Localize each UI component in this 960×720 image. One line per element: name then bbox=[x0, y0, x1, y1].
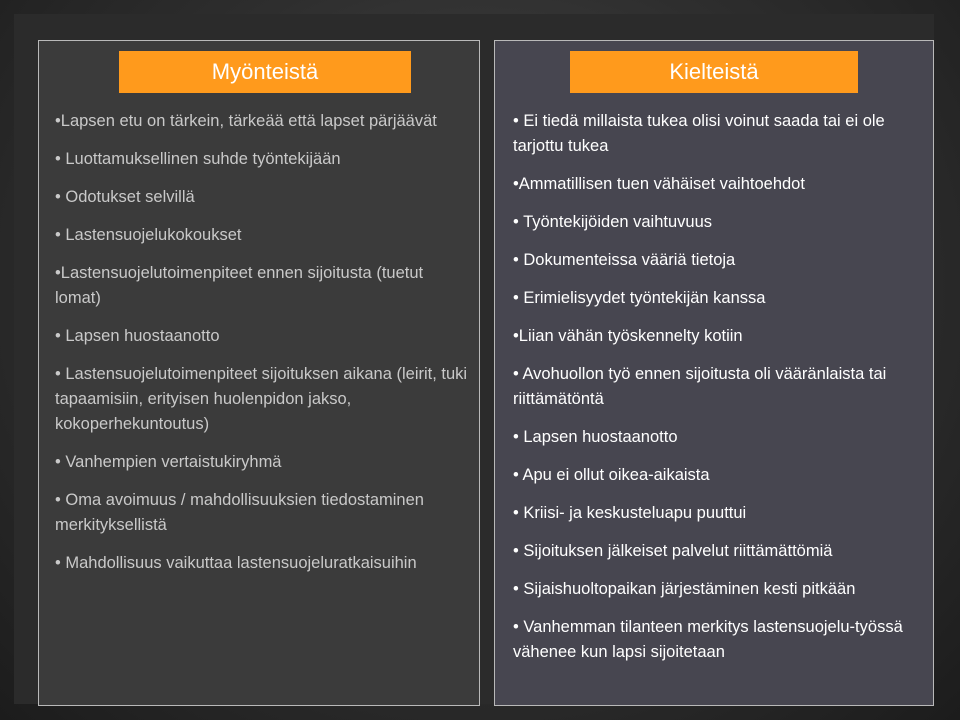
negative-item: •Liian vähän työskennelty kotiin bbox=[513, 327, 743, 345]
positive-item: • Lastensuojelutoimenpiteet sijoituksen aikana (leirit, tuki tapaamisiin, erityisen huolenpidon jakso, kokoperhekuntoutus) bbox=[55, 365, 468, 433]
positive-item: • Mahdollisuus vaikuttaa lastensuojeluratkaisuihin bbox=[55, 554, 417, 572]
negative-item: • Dokumenteissa vääriä tietoja bbox=[513, 251, 736, 269]
positive-list bbox=[55, 109, 469, 576]
negative-item: • Sijaishuoltopaikan järjestäminen kesti pitkään bbox=[513, 580, 856, 598]
slide bbox=[14, 14, 934, 704]
negative-title: Kielteistä bbox=[570, 51, 858, 93]
negative-item: • Lapsen huostaanotto bbox=[513, 428, 678, 446]
negative-item: •Ammatillisen tuen vähäiset vaihtoehdot bbox=[513, 175, 805, 193]
negative-item: • Työntekijöiden vaihtuvuus bbox=[513, 213, 713, 231]
positive-item: • Odotukset selvillä bbox=[55, 188, 195, 206]
positive-item: • Oma avoimuus / mahdollisuuksien tiedostaminen merkityksellistä bbox=[55, 491, 424, 534]
negative-list bbox=[513, 109, 929, 665]
negative-item: • Avohuollon työ ennen sijoitusta oli vääränlaista tai riittämätöntä bbox=[513, 365, 887, 408]
positive-item: •Lastensuojelutoimenpiteet ennen sijoitusta (tuetut lomat) bbox=[55, 264, 424, 307]
positive-panel bbox=[38, 40, 480, 706]
negative-item: • Kriisi- ja keskusteluapu puuttui bbox=[513, 504, 747, 522]
positive-item: • Lastensuojelukokoukset bbox=[55, 226, 242, 244]
negative-panel bbox=[494, 40, 934, 706]
negative-item: • Ei tiedä millaista tukea olisi voinut saada tai ei ole tarjottu tukea bbox=[513, 112, 885, 155]
negative-item: • Erimielisyydet työntekijän kanssa bbox=[513, 289, 766, 307]
positive-item: • Lapsen huostaanotto bbox=[55, 327, 220, 345]
positive-item: • Vanhempien vertaistukiryhmä bbox=[55, 453, 282, 471]
positive-title: Myönteistä bbox=[119, 51, 411, 93]
negative-item: • Vanhemman tilanteen merkitys lastensuojelu-työssä vähenee kun lapsi sijoitetaan bbox=[513, 618, 903, 661]
negative-item: • Apu ei ollut oikea-aikaista bbox=[513, 466, 710, 484]
negative-item: • Sijoituksen jälkeiset palvelut riittämättömiä bbox=[513, 542, 833, 560]
positive-item: •Lapsen etu on tärkein, tärkeää että lapset pärjäävät bbox=[55, 112, 437, 130]
positive-item: • Luottamuksellinen suhde työntekijään bbox=[55, 150, 341, 168]
